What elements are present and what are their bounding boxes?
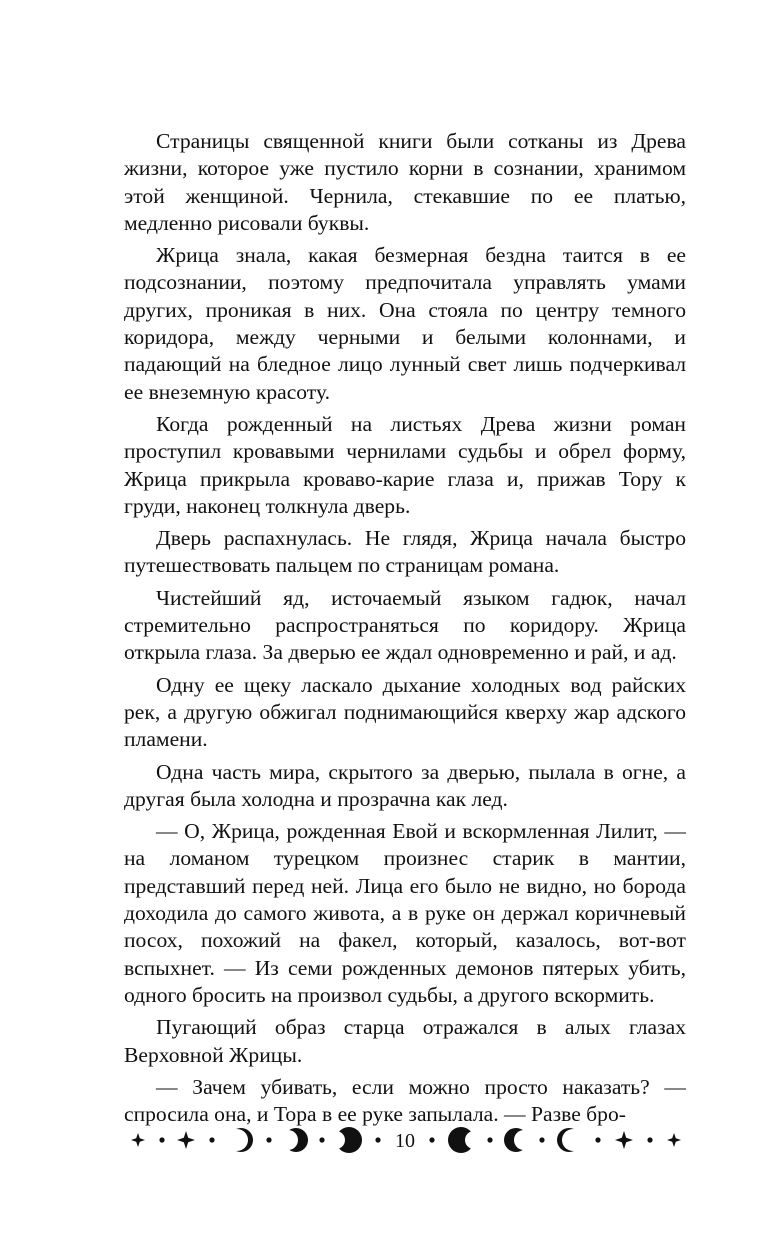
paragraph-2: Жрица знала, какая безмерная бездна таится в ее подсознании, поэтому предпочитала управлять умами других, проникая в них. Она стояла по центру темного коридора, между черными и белыми колоннами, и падающий на бледное лицо лунный свет лишь подчеркивал ее внеземную красоту. (124, 243, 686, 404)
body-text (124, 128, 686, 1133)
dot-icon (209, 1137, 214, 1142)
dot-icon (539, 1137, 544, 1142)
gibbous-moon-icon (336, 1127, 362, 1153)
moon-phase-ornament (124, 1118, 686, 1162)
star-icon (177, 1131, 195, 1149)
paragraph-8: — О, Жрица, рожденная Евой и вскормленная Лилит, — на ломаном турецком произнес старик в мантии, представший перед ней. Лица его было не видно, но борода доходила до самого живота, а в руке он держал коричневый посох, похожий на факел, который, казалось, вот-вот вспыхнет. — Из семи рожденных демонов пятерых убить, одного бросить на произвол судьбы, а другого вскормить. (124, 819, 686, 1007)
dot-icon (266, 1137, 271, 1142)
paragraph-9: Пугающий образ старца отражался в алых глазах Верховной Жрицы. (124, 1015, 686, 1067)
dot-icon (429, 1137, 434, 1142)
paragraph-5: Чистейший яд, источаемый языком гадюк, начал стремительно распространяться по коридору. Жрица открыла глаза. За дверью ее ждал одновременно и рай, и ад. (124, 585, 686, 665)
dot-icon (159, 1137, 164, 1142)
star-icon (615, 1131, 633, 1149)
paragraph-6: Одну ее щеку ласкало дыхание холодных вод райских рек, а другую обжигал поднимающийся кверху жар адского пламени. (124, 672, 686, 752)
star-icon (131, 1133, 145, 1147)
dot-icon (487, 1137, 492, 1142)
ornament-left (131, 1127, 381, 1153)
star-icon (667, 1133, 681, 1147)
gibbous-moon-icon (448, 1127, 474, 1153)
paragraph-1: Страницы священной книги были сотканы из Древа жизни, которое уже пустило корни в сознании, хранимом этой женщиной. Чернила, стекавшие по ее платью, медленно рисовали буквы. (124, 129, 686, 235)
thin-crescent-icon (229, 1128, 253, 1152)
dot-icon (647, 1137, 652, 1142)
dot-icon (319, 1137, 324, 1142)
half-moon-icon (504, 1128, 528, 1152)
ornament-right (429, 1127, 681, 1153)
dot-icon (375, 1137, 380, 1142)
page-footer (124, 1118, 686, 1162)
page-number: 10 (395, 1130, 415, 1152)
paragraph-3: Когда рожденный на листьях Древа жизни роман проступил кровавыми чернилами судьбы и обрел форму, Жрица прикрыла кроваво-карие глаза и, прижав Тору к груди, наконец толкнула дверь. (124, 411, 686, 518)
thin-crescent-icon (557, 1128, 581, 1152)
paragraph-10: — Зачем убивать, если можно просто наказать? — спросила она, и Тора в ее руке запылала. — Разве бро- (124, 1074, 686, 1127)
paragraph-4: Дверь распахнулась. Не глядя, Жрица начала быстро путешествовать пальцем по страницам романа. (124, 526, 686, 578)
paragraph-7: Одна часть мира, скрытого за дверью, пылала в огне, а другая была холодна и прозрачна как лед. (124, 759, 686, 811)
dot-icon (595, 1137, 600, 1142)
half-moon-icon (284, 1128, 308, 1152)
